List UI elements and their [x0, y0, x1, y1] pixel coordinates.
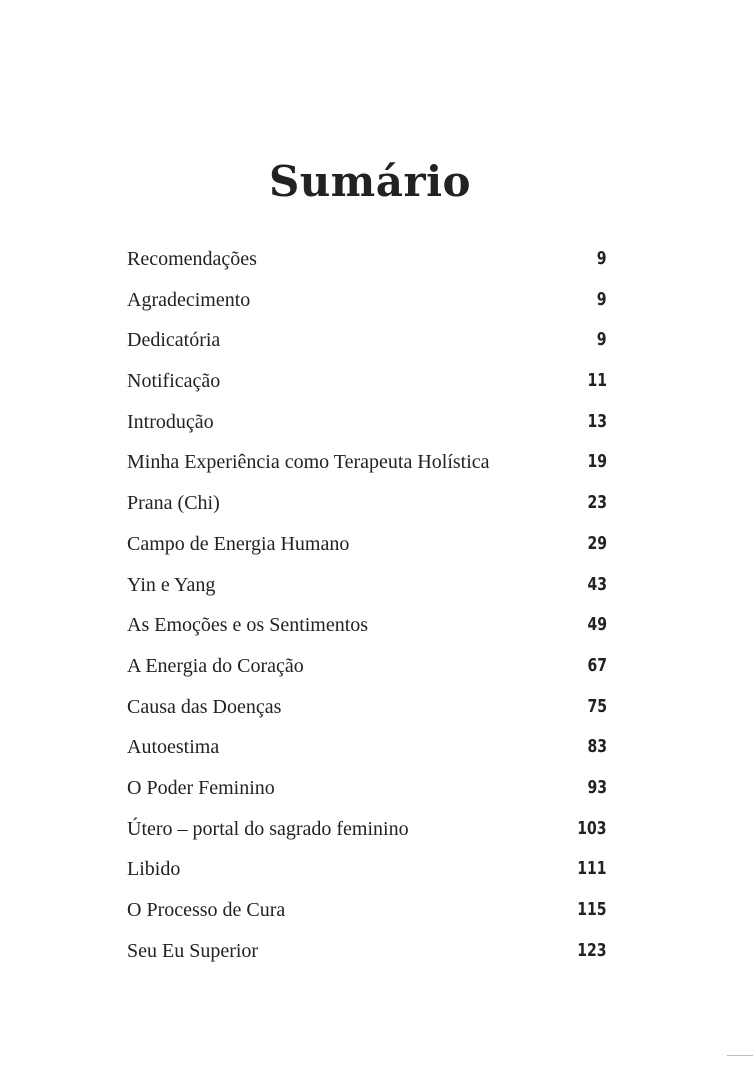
toc-entry[interactable] — [127, 327, 607, 368]
toc-entry-label: As Emoções e os Sentimentos — [127, 614, 369, 637]
toc-entry-page-number: 19 — [587, 451, 607, 473]
toc-entry-page-number: 75 — [587, 695, 607, 717]
toc-entry-page-number: 13 — [587, 410, 607, 432]
toc-entry-page-number: 9 — [597, 329, 607, 351]
toc-entry-label: Útero – portal do sagrado feminino — [127, 817, 409, 840]
page-title: Sumário — [268, 157, 472, 207]
toc-entry[interactable] — [127, 938, 607, 979]
toc-entry[interactable] — [127, 897, 607, 938]
table-of-contents — [127, 246, 607, 978]
toc-entry[interactable] — [127, 775, 607, 816]
toc-entry-label: A Energia do Coração — [127, 654, 304, 677]
toc-entry[interactable] — [127, 490, 607, 531]
toc-entry-page-number: 49 — [587, 614, 607, 636]
toc-entry-label: Causa das Doenças — [127, 695, 282, 718]
toc-entry-page-number: 111 — [577, 858, 607, 880]
toc-entry[interactable] — [127, 368, 607, 409]
toc-entry-label: Campo de Energia Humano — [127, 532, 350, 555]
toc-entry-page-number: 67 — [587, 654, 607, 676]
toc-entry[interactable] — [127, 572, 607, 613]
toc-entry-page-number: 9 — [597, 288, 607, 310]
toc-entry-label: Prana (Chi) — [127, 492, 220, 515]
toc-entry[interactable] — [127, 246, 607, 287]
toc-entry-label: O Processo de Cura — [127, 899, 286, 921]
toc-entry[interactable] — [127, 449, 607, 490]
toc-entry-page-number: 103 — [577, 817, 607, 839]
toc-entry[interactable] — [127, 816, 607, 857]
toc-entry[interactable] — [127, 612, 607, 653]
toc-entry[interactable] — [127, 409, 607, 450]
toc-entry-label: Introdução — [127, 410, 214, 433]
toc-entry-label: Yin e Yang — [127, 573, 216, 596]
toc-entry-page-number: 29 — [587, 532, 607, 554]
toc-entry[interactable] — [127, 531, 607, 572]
toc-entry-label: Autoestima — [127, 736, 220, 759]
toc-entry-label: Agradecimento — [127, 288, 251, 311]
toc-entry-label: Recomendações — [127, 248, 257, 270]
toc-entry[interactable] — [127, 856, 607, 897]
toc-entry-label: Notificação — [127, 370, 221, 393]
toc-entry-page-number: 43 — [587, 573, 607, 595]
toc-entry[interactable] — [127, 653, 607, 694]
toc-entry-label: Libido — [127, 858, 181, 881]
toc-entry-page-number: 11 — [587, 370, 607, 392]
toc-entry[interactable] — [127, 694, 607, 735]
toc-entry-page-number: 123 — [577, 939, 607, 961]
toc-entry-label: Seu Eu Superior — [127, 939, 259, 962]
toc-entry[interactable] — [127, 734, 607, 775]
toc-entry-label: Dedicatória — [127, 329, 221, 352]
toc-entry-page-number: 83 — [587, 736, 607, 758]
toc-entry-page-number: 23 — [587, 492, 607, 514]
toc-entry-page-number: 93 — [587, 776, 607, 798]
toc-entry-page-number: 115 — [577, 899, 607, 920]
toc-entry[interactable] — [127, 287, 607, 328]
toc-entry-label: O Poder Feminino — [127, 776, 275, 799]
toc-entry-label: Minha Experiência como Terapeuta Holística — [127, 451, 490, 474]
page-edge-rule — [727, 1055, 753, 1056]
toc-entry-page-number: 9 — [597, 248, 607, 269]
